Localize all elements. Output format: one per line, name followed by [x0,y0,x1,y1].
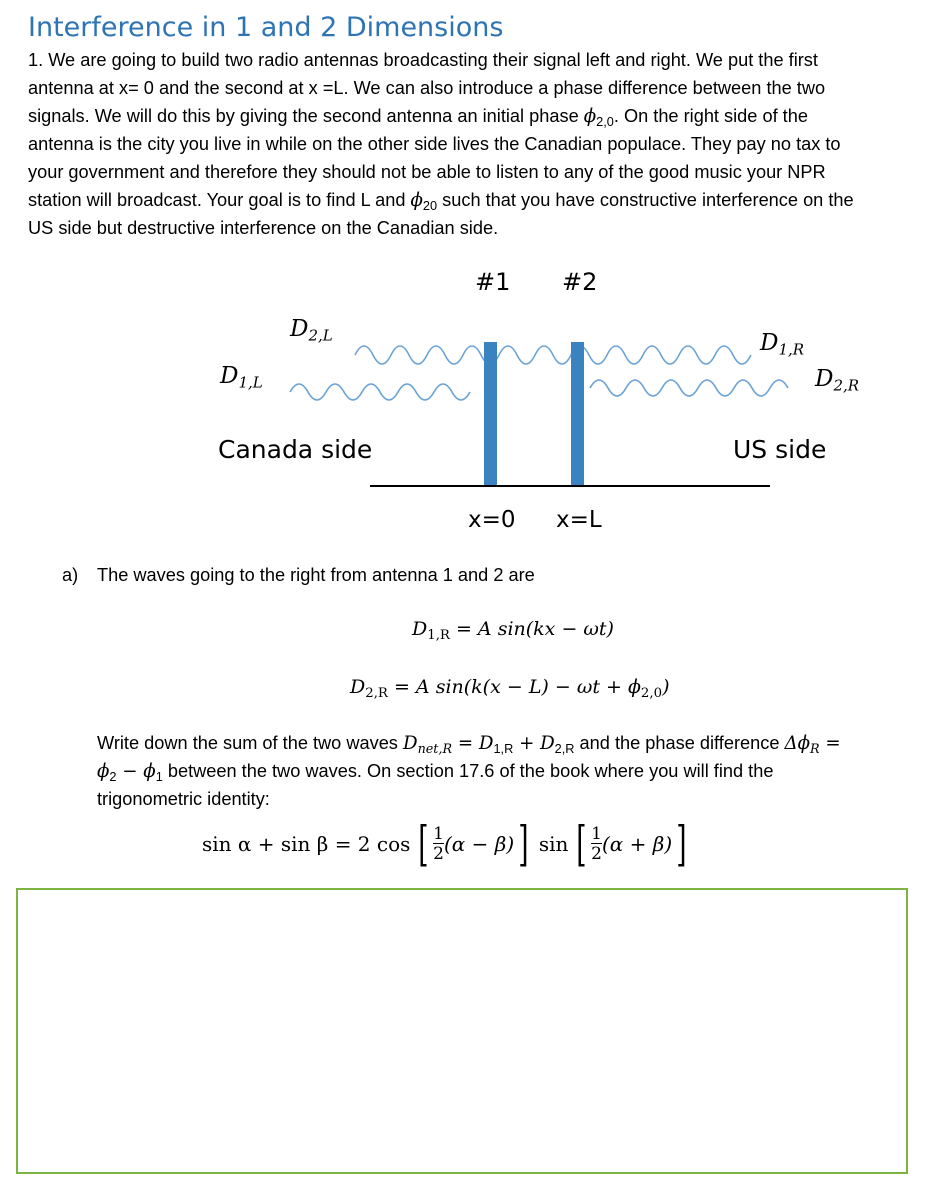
wave-d2-right [590,380,788,396]
part-a-intro: The waves going to the right from antenna 1 and 2 are [97,565,535,585]
antenna-1-label: #1 [475,268,511,296]
us-side-label: US side [733,435,827,464]
label-d2r: $D_{2,R}$ [815,366,860,395]
antenna-1 [484,342,497,486]
write-down-line-1: Write down the sum of the two waves $D_{net,R} = D_{1,R} + D_{2,R}$ and the phase difference $\Delta\phi_R$ = [97,733,841,757]
label-d2l: $D_{2,L}$ [290,316,333,345]
antenna-figure [0,320,926,500]
problem-line-5: your government and therefore they should not be able to listen to any of the good music your NPR [28,162,826,182]
antenna-2-label: #2 [562,268,598,296]
label-d1r: $D_{1,R}$ [760,330,805,359]
write-down-line-2: $\phi_2 - \phi_1$ between the two waves. On section 17.6 of the book where you will find the [97,761,774,784]
part-a-label: a) [62,565,79,585]
x0-label: x=0 [468,507,516,533]
problem-line-4: antenna is the city you live in while on the other side lives the Canadian populace. They pay no tax to [28,134,841,154]
antenna-2 [571,342,584,486]
canada-side-label: Canada side [218,435,373,464]
problem-line-2: antenna at x= 0 and the second at x =L. We can also introduce a phase difference between the two [28,78,826,98]
xl-label: x=L [556,507,602,533]
trig-identity: sin α + sin β = 2 cos [ 1 2 (α − β) ] sin [ 1 2 (α + β) ] [202,816,687,872]
equation-d1r: $D_{1,R} = A$ sin(kx − ωt) [412,618,614,643]
problem-line-3: signals. We will do this by giving the second antenna an initial phase $\phi_{2,0}$. On the right side of the [28,106,808,129]
wave-d1-left [290,384,470,400]
equation-d2r: $D_{2,R} = A$ $\sin(k(x - L) - \omega t + \phi_{2,0})$ [350,676,670,701]
problem-line-1: 1. We are going to build two radio antennas broadcasting their signal left and right. We put the first [28,50,818,70]
problem-line-7: US side but destructive interference on the Canadian side. [28,218,499,238]
write-down-line-3: trigonometric identity: [97,789,270,809]
page-title: Interference in 1 and 2 Dimensions [28,12,504,43]
answer-box[interactable] [16,888,908,1174]
problem-line-6: station will broadcast. Your goal is to find L and $\phi_{20}$ such that you have constructive interference on the [28,190,854,213]
label-d1l: $D_{1,L}$ [220,363,263,392]
wave-d2-upper [355,346,751,364]
